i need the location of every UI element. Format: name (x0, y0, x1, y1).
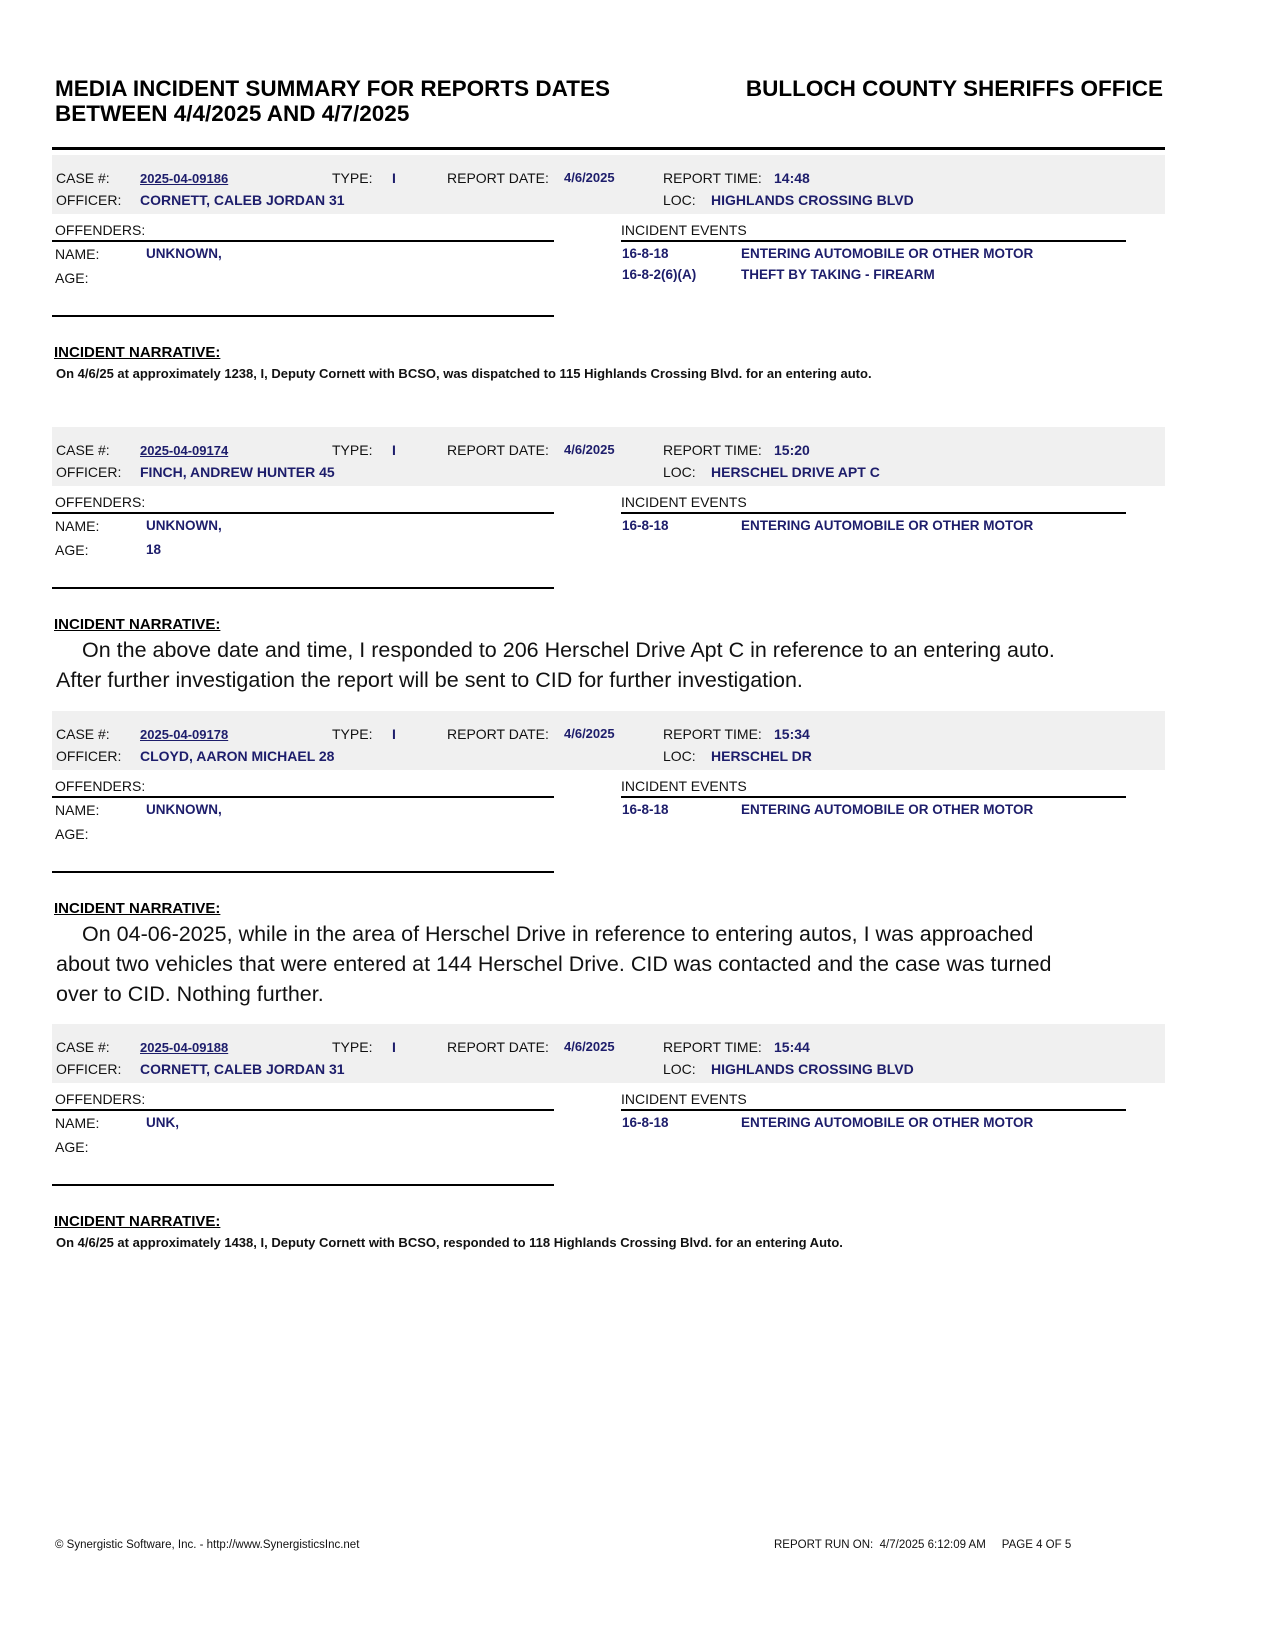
offenders-rule (52, 512, 554, 514)
offenders-rule (52, 1109, 554, 1111)
incident-event-code: 16-8-2(6)(A) (622, 267, 697, 282)
incident-narrative-heading: INCIDENT NARRATIVE: (54, 900, 221, 917)
offenders-bottom-rule (52, 315, 554, 317)
offenders-rule (52, 796, 554, 798)
report-date-label: REPORT DATE: (447, 442, 549, 458)
type-label: TYPE: (332, 442, 373, 458)
offenders-label: OFFENDERS: (55, 778, 146, 794)
case-number-label: CASE #: (56, 726, 110, 742)
incident-event-description: ENTERING AUTOMOBILE OR OTHER MOTOR (741, 802, 1034, 817)
offender-name-label: NAME: (55, 246, 100, 262)
report-time-value: 14:48 (774, 170, 810, 186)
header-divider (52, 147, 1165, 150)
incident-narrative-text (56, 366, 1156, 382)
incident-events-label: INCIDENT EVENTS (621, 778, 747, 794)
offenders-label: OFFENDERS: (55, 222, 146, 238)
narrative-line: about two vehicles that were entered at 144 Herschel Drive. CID was contacted and the case was turned (56, 952, 1052, 976)
offender-name-value: UNKNOWN, (146, 246, 222, 261)
officer-label: OFFICER: (56, 464, 122, 480)
officer-value: FINCH, ANDREW HUNTER 45 (140, 464, 335, 480)
incident-narrative-heading: INCIDENT NARRATIVE: (54, 1213, 221, 1230)
report-date-value: 4/6/2025 (564, 726, 615, 741)
offenders-label: OFFENDERS: (55, 1091, 146, 1107)
officer-label: OFFICER: (56, 192, 122, 208)
type-label: TYPE: (332, 170, 373, 186)
case-block (0, 1024, 1275, 1269)
location-value: HIGHLANDS CROSSING BLVD (711, 1061, 914, 1077)
offender-name-label: NAME: (55, 1115, 100, 1131)
offender-age-label: AGE: (55, 270, 89, 286)
page-number: PAGE 4 OF 5 (1001, 1539, 1072, 1551)
report-time-value: 15:34 (774, 726, 810, 742)
report-time-value: 15:44 (774, 1039, 810, 1055)
report-date-label: REPORT DATE: (447, 726, 549, 742)
location-label: LOC: (663, 464, 696, 480)
offender-name-label: NAME: (55, 802, 100, 818)
report-time-label: REPORT TIME: (663, 170, 762, 186)
case-number-link[interactable]: 2025-04-09188 (140, 1040, 229, 1055)
narrative-line: On 04-06-2025, while in the area of Herschel Drive in reference to entering autos, I was approached (82, 922, 1034, 946)
offender-age-value: 18 (146, 542, 162, 557)
report-time-value: 15:20 (774, 442, 810, 458)
incident-event-code: 16-8-18 (622, 1115, 669, 1130)
incident-events-rule (621, 796, 1126, 798)
incident-narrative-text (56, 1235, 1156, 1251)
incident-narrative-text (56, 919, 1166, 1009)
report-date-label: REPORT DATE: (447, 170, 549, 186)
location-value: HIGHLANDS CROSSING BLVD (711, 192, 914, 208)
offender-name-value: UNK, (146, 1115, 179, 1130)
location-value: HERSCHEL DRIVE APT C (711, 464, 880, 480)
type-label: TYPE: (332, 1039, 373, 1055)
case-number-label: CASE #: (56, 1039, 110, 1055)
incident-event-code: 16-8-18 (622, 518, 669, 533)
case-block (0, 427, 1275, 692)
incident-narrative-text (56, 635, 1166, 695)
footer-run-info (774, 1539, 1071, 1551)
officer-label: OFFICER: (56, 1061, 122, 1077)
case-number-label: CASE #: (56, 170, 110, 186)
type-label: TYPE: (332, 726, 373, 742)
agency-name: BULLOCH COUNTY SHERIFFS OFFICE (745, 76, 1163, 101)
incident-events-rule (621, 512, 1126, 514)
officer-label: OFFICER: (56, 748, 122, 764)
incident-events-label: INCIDENT EVENTS (621, 1091, 747, 1107)
incident-narrative-heading: INCIDENT NARRATIVE: (54, 616, 221, 633)
incident-event-description: ENTERING AUTOMOBILE OR OTHER MOTOR (741, 518, 1034, 533)
offenders-bottom-rule (52, 587, 554, 589)
incident-events-label: INCIDENT EVENTS (621, 494, 747, 510)
offender-name-label: NAME: (55, 518, 100, 534)
footer-copyright: © Synergistic Software, Inc. - http://www.SynergisticsInc.net (55, 1539, 360, 1551)
incident-events-rule (621, 1109, 1126, 1111)
officer-value: CORNETT, CALEB JORDAN 31 (140, 1061, 345, 1077)
report-date-value: 4/6/2025 (564, 1039, 615, 1054)
incident-event-code: 16-8-18 (622, 802, 669, 817)
type-value: I (392, 170, 396, 186)
report-time-label: REPORT TIME: (663, 726, 762, 742)
type-value: I (392, 726, 396, 742)
case-block (0, 711, 1275, 1006)
incident-events-label: INCIDENT EVENTS (621, 222, 747, 238)
case-number-link[interactable]: 2025-04-09174 (140, 443, 229, 458)
offenders-label: OFFENDERS: (55, 494, 146, 510)
case-number-link[interactable]: 2025-04-09186 (140, 171, 229, 186)
location-label: LOC: (663, 192, 696, 208)
case-block (0, 155, 1275, 400)
offenders-bottom-rule (52, 1184, 554, 1186)
incident-event-description: ENTERING AUTOMOBILE OR OTHER MOTOR (741, 1115, 1034, 1130)
narrative-line: over to CID. Nothing further. (56, 982, 324, 1006)
report-date-label: REPORT DATE: (447, 1039, 549, 1055)
offenders-rule (52, 240, 554, 242)
case-number-link[interactable]: 2025-04-09178 (140, 727, 229, 742)
offender-age-label: AGE: (55, 826, 89, 842)
incident-events-rule (621, 240, 1126, 242)
officer-value: CORNETT, CALEB JORDAN 31 (140, 192, 345, 208)
type-value: I (392, 1039, 396, 1055)
officer-value: CLOYD, AARON MICHAEL 28 (140, 748, 335, 764)
offenders-bottom-rule (52, 871, 554, 873)
case-number-label: CASE #: (56, 442, 110, 458)
narrative-line: On 4/6/25 at approximately 1438, I, Deputy Cornett with BCSO, responded to 118 Highlands Crossing Blvd. for an entering Auto. (56, 1235, 843, 1250)
incident-event-description: THEFT BY TAKING - FIREARM (741, 267, 935, 282)
report-date-value: 4/6/2025 (564, 170, 615, 185)
offender-name-value: UNKNOWN, (146, 518, 222, 533)
incident-event-code: 16-8-18 (622, 246, 669, 261)
offender-age-label: AGE: (55, 1139, 89, 1155)
report-title (55, 76, 695, 126)
incident-narrative-heading: INCIDENT NARRATIVE: (54, 344, 221, 361)
report-title-line2: BETWEEN 4/4/2025 AND 4/7/2025 (55, 101, 410, 126)
narrative-line: On the above date and time, I responded to 206 Herschel Drive Apt C in reference to an entering auto. (82, 638, 1055, 662)
report-title-line1: MEDIA INCIDENT SUMMARY FOR REPORTS DATES (55, 76, 611, 101)
offender-age-label: AGE: (55, 542, 89, 558)
report-run-label: REPORT RUN ON: (774, 1539, 874, 1551)
narrative-line: On 4/6/25 at approximately 1238, I, Deputy Cornett with BCSO, was dispatched to 115 Highlands Crossing Blvd. for an entering auto. (56, 366, 872, 381)
location-value: HERSCHEL DR (711, 748, 812, 764)
incident-event-description: ENTERING AUTOMOBILE OR OTHER MOTOR (741, 246, 1034, 261)
location-label: LOC: (663, 1061, 696, 1077)
location-label: LOC: (663, 748, 696, 764)
report-date-value: 4/6/2025 (564, 442, 615, 457)
report-time-label: REPORT TIME: (663, 1039, 762, 1055)
offender-name-value: UNKNOWN, (146, 802, 222, 817)
type-value: I (392, 442, 396, 458)
report-time-label: REPORT TIME: (663, 442, 762, 458)
report-run-value: 4/7/2025 6:12:09 AM (879, 1539, 986, 1551)
narrative-line: After further investigation the report will be sent to CID for further investigation. (56, 668, 803, 692)
